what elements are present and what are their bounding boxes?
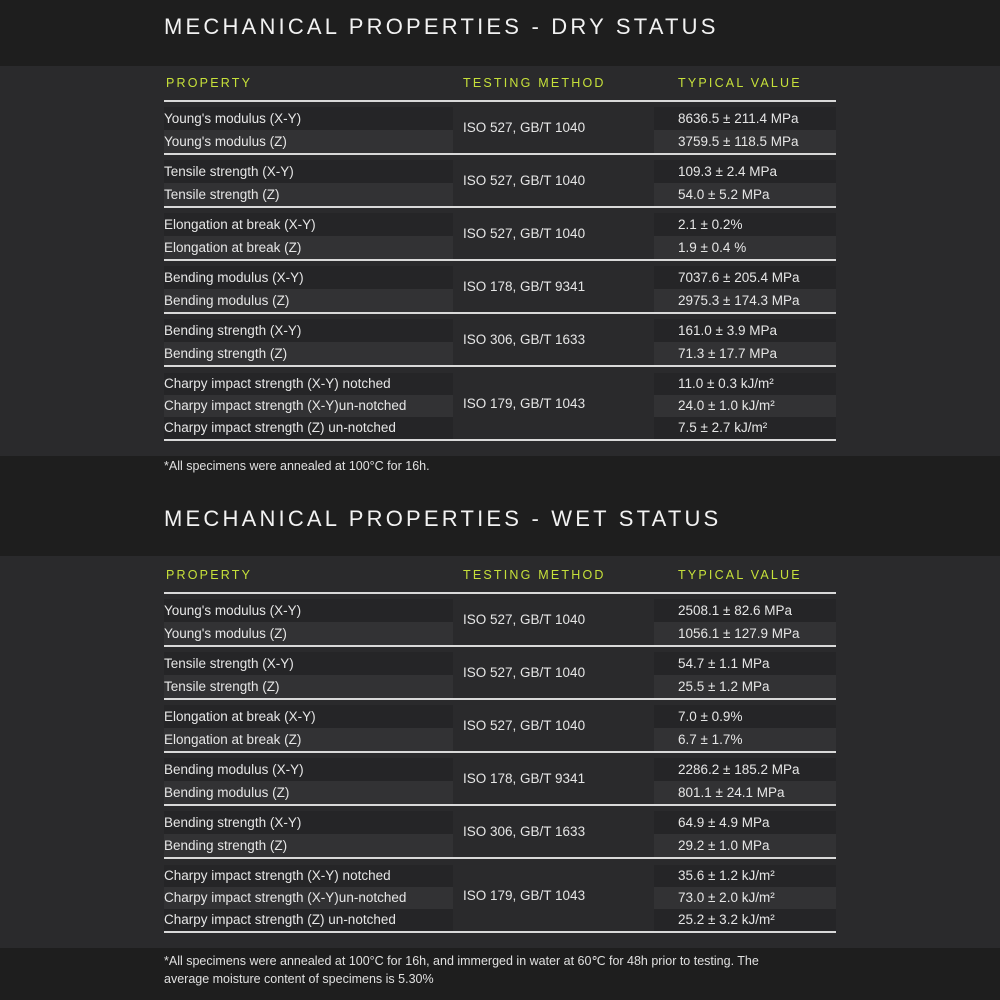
- typical-value: 71.3 ± 17.7 MPa: [654, 342, 836, 365]
- header-property: PROPERTY: [166, 568, 253, 582]
- property-group: [164, 365, 836, 441]
- header-typical-value: TYPICAL VALUE: [678, 76, 802, 90]
- header-testing-method: TESTING METHOD: [463, 76, 606, 90]
- typical-value: 24.0 ± 1.0 kJ/m²: [654, 395, 836, 417]
- property-name: Tensile strength (Z): [164, 183, 453, 206]
- testing-method: ISO 179, GB/T 1043: [463, 395, 586, 411]
- property-name: Charpy impact strength (Z) un-notched: [164, 909, 453, 931]
- testing-method: ISO 527, GB/T 1040: [463, 665, 586, 680]
- property-name: Bending modulus (Z): [164, 289, 453, 312]
- property-name: Elongation at break (X-Y): [164, 213, 453, 236]
- wet-footnote: [164, 952, 759, 988]
- typical-value: 11.0 ± 0.3 kJ/m²: [654, 373, 836, 395]
- testing-method: ISO 306, GB/T 1633: [463, 824, 586, 839]
- wet-properties-table: [164, 568, 836, 933]
- property-group: [164, 206, 836, 259]
- typical-value: 2975.3 ± 174.3 MPa: [654, 289, 836, 312]
- typical-value: 73.0 ± 2.0 kJ/m²: [654, 887, 836, 909]
- typical-value: 54.7 ± 1.1 MPa: [654, 652, 836, 675]
- property-group: [164, 698, 836, 751]
- dry-properties-table: [164, 76, 836, 441]
- dry-title-band: [0, 0, 1000, 66]
- property-name: Elongation at break (Z): [164, 236, 453, 259]
- testing-method: ISO 527, GB/T 1040: [463, 120, 586, 135]
- typical-value: 109.3 ± 2.4 MPa: [654, 160, 836, 183]
- property-name: Young's modulus (X-Y): [164, 599, 453, 622]
- typical-value: 3759.5 ± 118.5 MPa: [654, 130, 836, 153]
- testing-method: ISO 178, GB/T 9341: [463, 279, 586, 294]
- property-name: Young's modulus (X-Y): [164, 107, 453, 130]
- property-group: [164, 153, 836, 206]
- property-name: Charpy impact strength (X-Y)un-notched: [164, 395, 453, 417]
- typical-value: 2286.2 ± 185.2 MPa: [654, 758, 836, 781]
- property-name: Bending strength (Z): [164, 834, 453, 857]
- property-name: Charpy impact strength (Z) un-notched: [164, 417, 453, 439]
- property-name: Charpy impact strength (X-Y)un-notched: [164, 887, 453, 909]
- property-group: [164, 804, 836, 857]
- dry-section-title: MECHANICAL PROPERTIES - DRY STATUS: [164, 14, 719, 39]
- property-name: Bending strength (X-Y): [164, 811, 453, 834]
- property-group: [164, 592, 836, 645]
- wet-footnote-line2: average moisture content of specimens is 5.30%: [164, 972, 434, 986]
- dry-footnote: *All specimens were annealed at 100°C for 16h.: [164, 459, 430, 473]
- typical-value: 7037.6 ± 205.4 MPa: [654, 266, 836, 289]
- property-name: Tensile strength (X-Y): [164, 160, 453, 183]
- typical-value: 54.0 ± 5.2 MPa: [654, 183, 836, 206]
- testing-method: ISO 179, GB/T 1043: [463, 887, 586, 903]
- typical-value: 2508.1 ± 82.6 MPa: [654, 599, 836, 622]
- testing-method: ISO 527, GB/T 1040: [463, 173, 586, 188]
- property-name: Bending modulus (X-Y): [164, 266, 453, 289]
- typical-value: 25.5 ± 1.2 MPa: [654, 675, 836, 698]
- typical-value: 2.1 ± 0.2%: [654, 213, 836, 236]
- property-group: [164, 259, 836, 312]
- testing-method: ISO 178, GB/T 9341: [463, 771, 586, 786]
- testing-method: ISO 527, GB/T 1040: [463, 612, 586, 627]
- typical-value: 25.2 ± 3.2 kJ/m²: [654, 909, 836, 931]
- header-typical-value: TYPICAL VALUE: [678, 568, 802, 582]
- property-name: Charpy impact strength (X-Y) notched: [164, 373, 453, 395]
- property-name: Young's modulus (Z): [164, 130, 453, 153]
- header-testing-method: TESTING METHOD: [463, 568, 606, 582]
- property-name: Elongation at break (Z): [164, 728, 453, 751]
- typical-value: 7.5 ± 2.7 kJ/m²: [654, 417, 836, 439]
- wet-footnote-line1: *All specimens were annealed at 100°C for 16h, and immerged in water at 60℃ for 48h prior to testing. The: [164, 954, 759, 968]
- header-property: PROPERTY: [166, 76, 253, 90]
- typical-value: 64.9 ± 4.9 MPa: [654, 811, 836, 834]
- property-group: [164, 645, 836, 698]
- typical-value: 161.0 ± 3.9 MPa: [654, 319, 836, 342]
- typical-value: 7.0 ± 0.9%: [654, 705, 836, 728]
- property-name: Bending strength (X-Y): [164, 319, 453, 342]
- property-name: Tensile strength (X-Y): [164, 652, 453, 675]
- wet-section-title: MECHANICAL PROPERTIES - WET STATUS: [164, 506, 722, 531]
- property-name: Bending strength (Z): [164, 342, 453, 365]
- property-name: Charpy impact strength (X-Y) notched: [164, 865, 453, 887]
- typical-value: 35.6 ± 1.2 kJ/m²: [654, 865, 836, 887]
- property-group: [164, 100, 836, 153]
- property-name: Bending modulus (Z): [164, 781, 453, 804]
- testing-method: ISO 527, GB/T 1040: [463, 718, 586, 733]
- property-group: [164, 751, 836, 804]
- property-group: [164, 857, 836, 933]
- typical-value: 8636.5 ± 211.4 MPa: [654, 107, 836, 130]
- typical-value: 6.7 ± 1.7%: [654, 728, 836, 751]
- property-group: [164, 312, 836, 365]
- typical-value: 1.9 ± 0.4 %: [654, 236, 836, 259]
- table-header: [164, 568, 836, 592]
- testing-method: ISO 527, GB/T 1040: [463, 226, 586, 241]
- wet-title-band: [0, 490, 1000, 556]
- typical-value: 801.1 ± 24.1 MPa: [654, 781, 836, 804]
- typical-value: 29.2 ± 1.0 MPa: [654, 834, 836, 857]
- property-name: Bending modulus (X-Y): [164, 758, 453, 781]
- testing-method: ISO 306, GB/T 1633: [463, 332, 586, 347]
- table-header: [164, 76, 836, 100]
- property-name: Young's modulus (Z): [164, 622, 453, 645]
- property-name: Tensile strength (Z): [164, 675, 453, 698]
- typical-value: 1056.1 ± 127.9 MPa: [654, 622, 836, 645]
- property-name: Elongation at break (X-Y): [164, 705, 453, 728]
